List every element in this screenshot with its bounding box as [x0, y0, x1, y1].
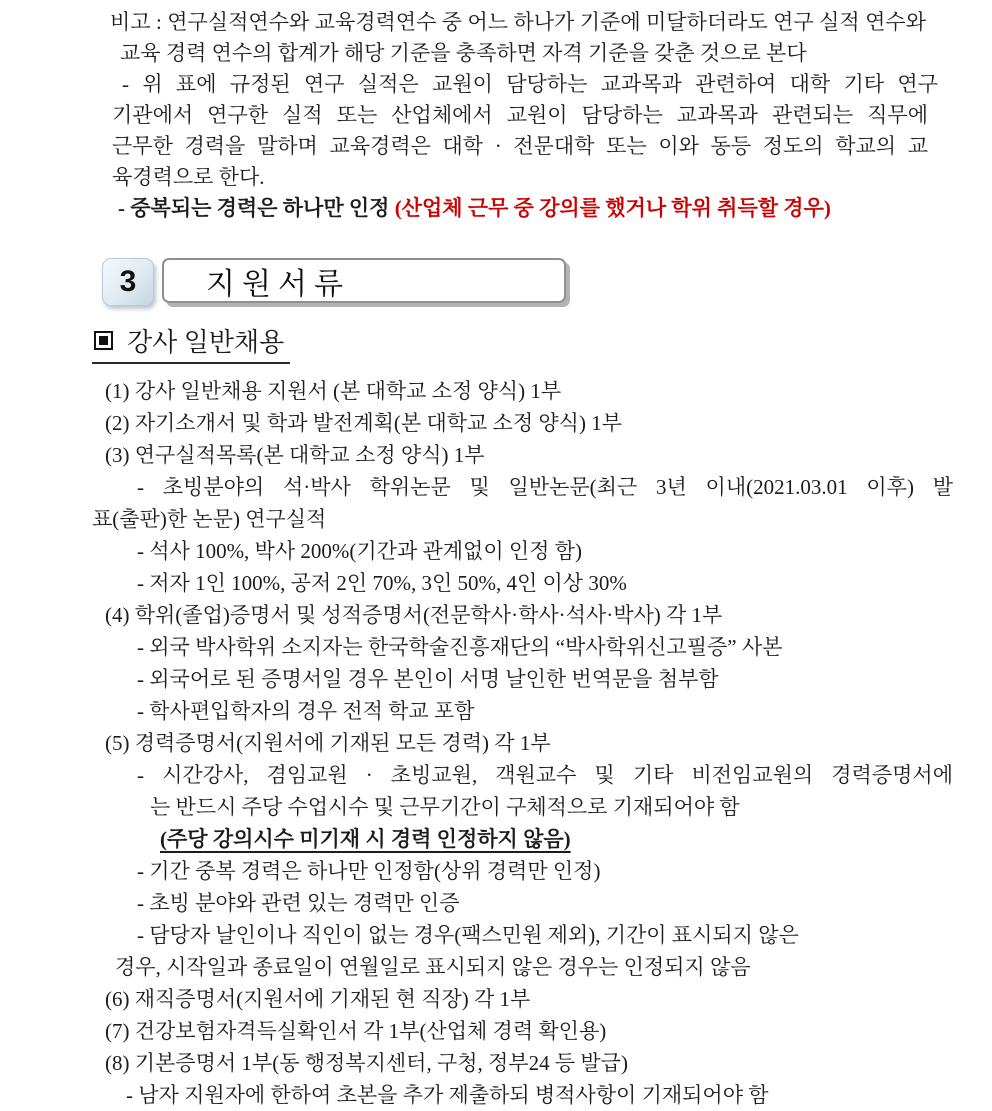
document-content — [92, 0, 953, 1111]
list-item: 는 반드시 주당 수업시수 및 근무기간이 구체적으로 기재되어야 함 — [150, 795, 740, 819]
note-line — [92, 162, 928, 193]
list-item: - 시간강사, 겸임교원 · 초빙교원, 객원교수 및 기타 비전임교원의 경력증명서에 — [137, 763, 953, 787]
list-item: - 학사편입학자의 경우 전적 학교 포함 — [137, 699, 475, 723]
note-line — [92, 193, 934, 224]
list-item: - 외국 박사학위 소지자는 한국학술진흥재단의 “박사학위신고필증” 사본 — [137, 635, 783, 659]
note-text: 근무한 경력을 말하며 교육경력은 대학 · 전문대학 또는 이와 동등 정도의 학교의 교 — [112, 134, 928, 158]
list-item: - 외국어로 된 증명서일 경우 본인이 서명 날인한 번역문을 첨부함 — [137, 667, 719, 691]
section-number-badge: 3 — [102, 258, 154, 306]
list-item: - 담당자 날인이나 직인이 없는 경우(팩스민원 제외), 기간이 표시되지 않은 — [137, 923, 799, 947]
note-line — [92, 100, 928, 131]
section-title-box — [162, 258, 566, 303]
subsection-underline — [92, 322, 290, 364]
list-item: (5) 경력증명서(지원서에 기재된 모든 경력) 각 1부 — [105, 731, 551, 755]
list-item: - 석사 100%, 박사 200%(기간과 관계없이 인정 함) — [137, 539, 582, 563]
list-item: 표(출판)한 논문) 연구실적 — [92, 507, 327, 531]
list-item: (3) 연구실적목록(본 대학교 소정 양식) 1부 — [105, 443, 485, 467]
note-text: 기관에서 연구한 실적 또는 산업체에서 교원이 담당하는 교과목과 관련되는 직무에 — [112, 103, 928, 127]
section-title: 지원서류 — [206, 267, 350, 301]
subsection-title: 강사 일반채용 — [127, 328, 285, 357]
list-item: (주당 강의시수 미기재 시 경력 인정하지 않음) — [160, 827, 571, 851]
list-item: - 저자 1인 100%, 공저 2인 70%, 3인 50%, 4인 이상 30% — [137, 571, 627, 595]
subsection-heading — [92, 322, 908, 364]
note-text: 육경력으로 한다. — [112, 165, 265, 189]
square-marker-icon — [94, 331, 113, 350]
notes-paragraph — [92, 0, 938, 224]
note-text: (산업체 근무 중 강의를 했거나 학위 취득할 경우) — [394, 196, 831, 220]
note-line — [92, 7, 926, 38]
list-item: (4) 학위(졸업)증명서 및 성적증명서(전문학사·학사·석사·박사) 각 1부 — [105, 603, 723, 627]
list-item: (2) 자기소개서 및 학과 발전계획(본 대학교 소정 양식) 1부 — [105, 411, 622, 435]
note-text: - 위 표에 규정된 연구 실적은 교원이 담당하는 교과목과 관련하여 대학 기타 연구 — [122, 72, 938, 96]
list-item: - 기간 중복 경력은 하나만 인정함(상위 경력만 인정) — [137, 859, 601, 883]
document-list — [92, 375, 953, 1111]
section-header — [92, 258, 908, 308]
list-item: (1) 강사 일반채용 지원서 (본 대학교 소정 양식) 1부 — [105, 379, 562, 403]
note-line — [92, 38, 936, 69]
list-item: 경우, 시작일과 종료일이 연월일로 표시되지 않은 경우는 인정되지 않음 — [115, 955, 751, 979]
note-line — [92, 69, 938, 100]
list-item: - 남자 지원자에 한하여 초본을 추가 제출하되 병적사항이 기재되어야 함 — [126, 1083, 769, 1107]
list-item: (8) 기본증명서 1부(동 행정복지센터, 구청, 정부24 등 발급) — [105, 1051, 628, 1075]
list-item: (7) 건강보험자격득실확인서 각 1부(산업체 경력 확인용) — [105, 1019, 607, 1043]
list-item: - 초빙 분야와 관련 있는 경력만 인증 — [137, 891, 460, 915]
list-item: - 초빙분야의 석·박사 학위논문 및 일반논문(최근 3년 이내(2021.03.01 이후) 발 — [137, 475, 953, 499]
note-text: 교육 경력 연수의 합계가 해당 기준을 충족하면 자격 기준을 갖춘 것으로 본다 — [120, 41, 807, 65]
note-line — [92, 131, 928, 162]
note-text: - 중복되는 경력은 하나만 인정 — [118, 196, 395, 220]
note-text: 비고 : 연구실적연수와 교육경력연수 중 어느 하나가 기준에 미달하더라도 연구 실적 연수와 — [110, 10, 926, 34]
list-item: (6) 재직증명서(지원서에 기재된 현 직장) 각 1부 — [105, 987, 531, 1011]
